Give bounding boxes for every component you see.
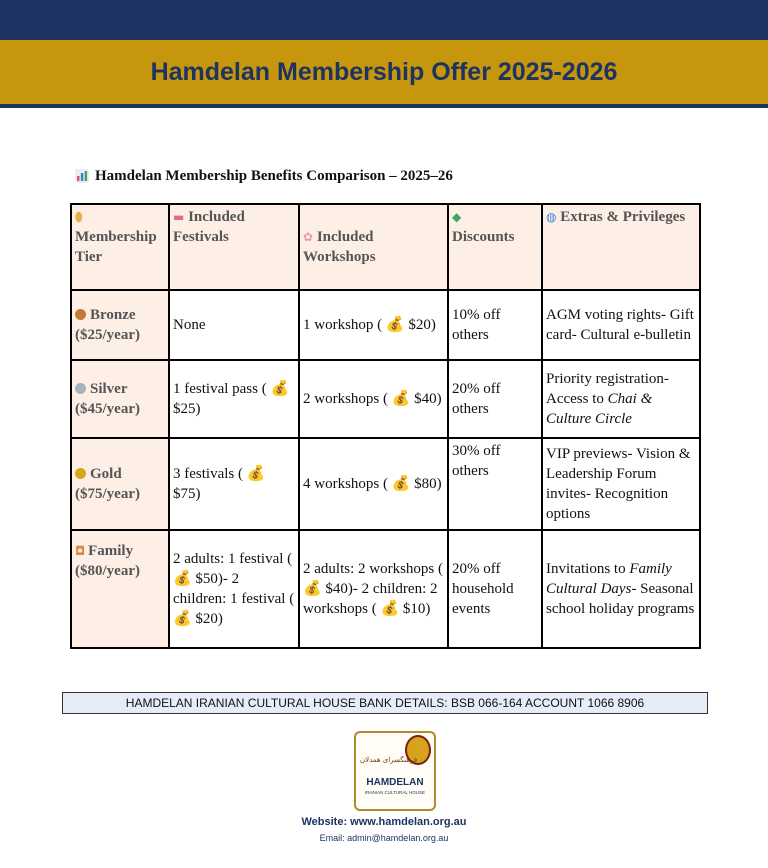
festivals-cell: None — [169, 290, 299, 360]
workshops-cell: 2 workshops ( 💰 $40) — [299, 360, 448, 438]
website-link[interactable]: Website: www.hamdelan.org.au — [301, 816, 467, 828]
header-workshops: ✿ Included Workshops — [299, 204, 448, 290]
header-festivals: ▬ Included Festivals — [169, 204, 299, 290]
extras-cell: AGM voting rights- Gift card- Cultural e-bulletin — [542, 290, 700, 360]
family-icon: ◘ — [75, 544, 86, 558]
medal-icon — [75, 468, 86, 479]
workshops-cell: 2 adults: 2 workshops ( 💰 $40)- 2 children: 2 workshops ( 💰 $10) — [299, 530, 448, 648]
bank-details: HAMDELAN IRANIAN CULTURAL HOUSE BANK DETAILS: BSB 066-164 ACCOUNT 1066 8906 — [62, 692, 708, 714]
table-row — [71, 360, 700, 438]
festivals-cell: 1 festival pass ( 💰 $25) — [169, 360, 299, 438]
workshops-cell: 1 workshop ( 💰 $20) — [299, 290, 448, 360]
membership-table — [70, 203, 701, 649]
discounts-cell: 30% off others — [448, 438, 542, 530]
tier-cell-family: ◘ Family ($80/year) — [71, 530, 169, 648]
festivals-cell: 2 adults: 1 festival ( 💰 $50)- 2 children: 1 festival ( 💰 $20) — [169, 530, 299, 648]
globe-icon: ◍ — [546, 210, 557, 224]
logo — [354, 731, 436, 811]
workshops-cell: 4 workshops ( 💰 $80) — [299, 438, 448, 530]
discounts-cell: 20% off others — [448, 360, 542, 438]
page-title: Hamdelan Membership Offer 2025-2026 — [150, 57, 618, 86]
tier-cell-silver: Silver ($45/year) — [71, 360, 169, 438]
ticket-icon: ▬ — [173, 210, 185, 224]
title-banner — [0, 40, 768, 108]
logo-subtitle: IRANIAN CULTURAL HOUSE — [364, 790, 425, 795]
extras-cell: Priority registration- Access to Chai & Culture Circle — [542, 360, 700, 438]
money-icon: ◆ — [452, 210, 462, 224]
tier-cell-gold: Gold ($75/year) — [71, 438, 169, 530]
top-navy-bar — [0, 0, 768, 40]
medal-icon — [75, 383, 86, 394]
festivals-cell: 3 festivals ( 💰 $75) — [169, 438, 299, 530]
logo-name: HAMDELAN — [366, 777, 424, 788]
discounts-cell: 10% off others — [448, 290, 542, 360]
table-row — [71, 530, 700, 648]
extras-cell: VIP previews- Vision & Leadership Forum invites- Recognition options — [542, 438, 700, 530]
bar-chart-icon — [75, 169, 89, 185]
table-row — [71, 438, 700, 530]
section-heading-text: Hamdelan Membership Benefits Comparison – 2025–26 — [95, 168, 453, 184]
medal-icon — [75, 309, 86, 320]
table-row — [71, 290, 700, 360]
header-extras: ◍ Extras & Privileges — [542, 204, 700, 290]
table-header-row — [71, 204, 700, 290]
tag-icon: ⬮ — [75, 210, 83, 224]
section-heading — [75, 168, 453, 185]
tier-cell-bronze: Bronze ($25/year) — [71, 290, 169, 360]
flower-icon: ✿ — [303, 230, 314, 244]
header-discounts: ◆ Discounts — [448, 204, 542, 290]
email-link[interactable]: Email: admin@hamdelan.org.au — [319, 833, 449, 843]
header-membership-tier: ⬮ Membership Tier — [71, 204, 169, 290]
discounts-cell: 20% off household events — [448, 530, 542, 648]
extras-cell: Invitations to Family Cultural Days- Seasonal school holiday programs — [542, 530, 700, 648]
logo-farsi-text: فرهنگسرای همدلان — [360, 756, 418, 764]
